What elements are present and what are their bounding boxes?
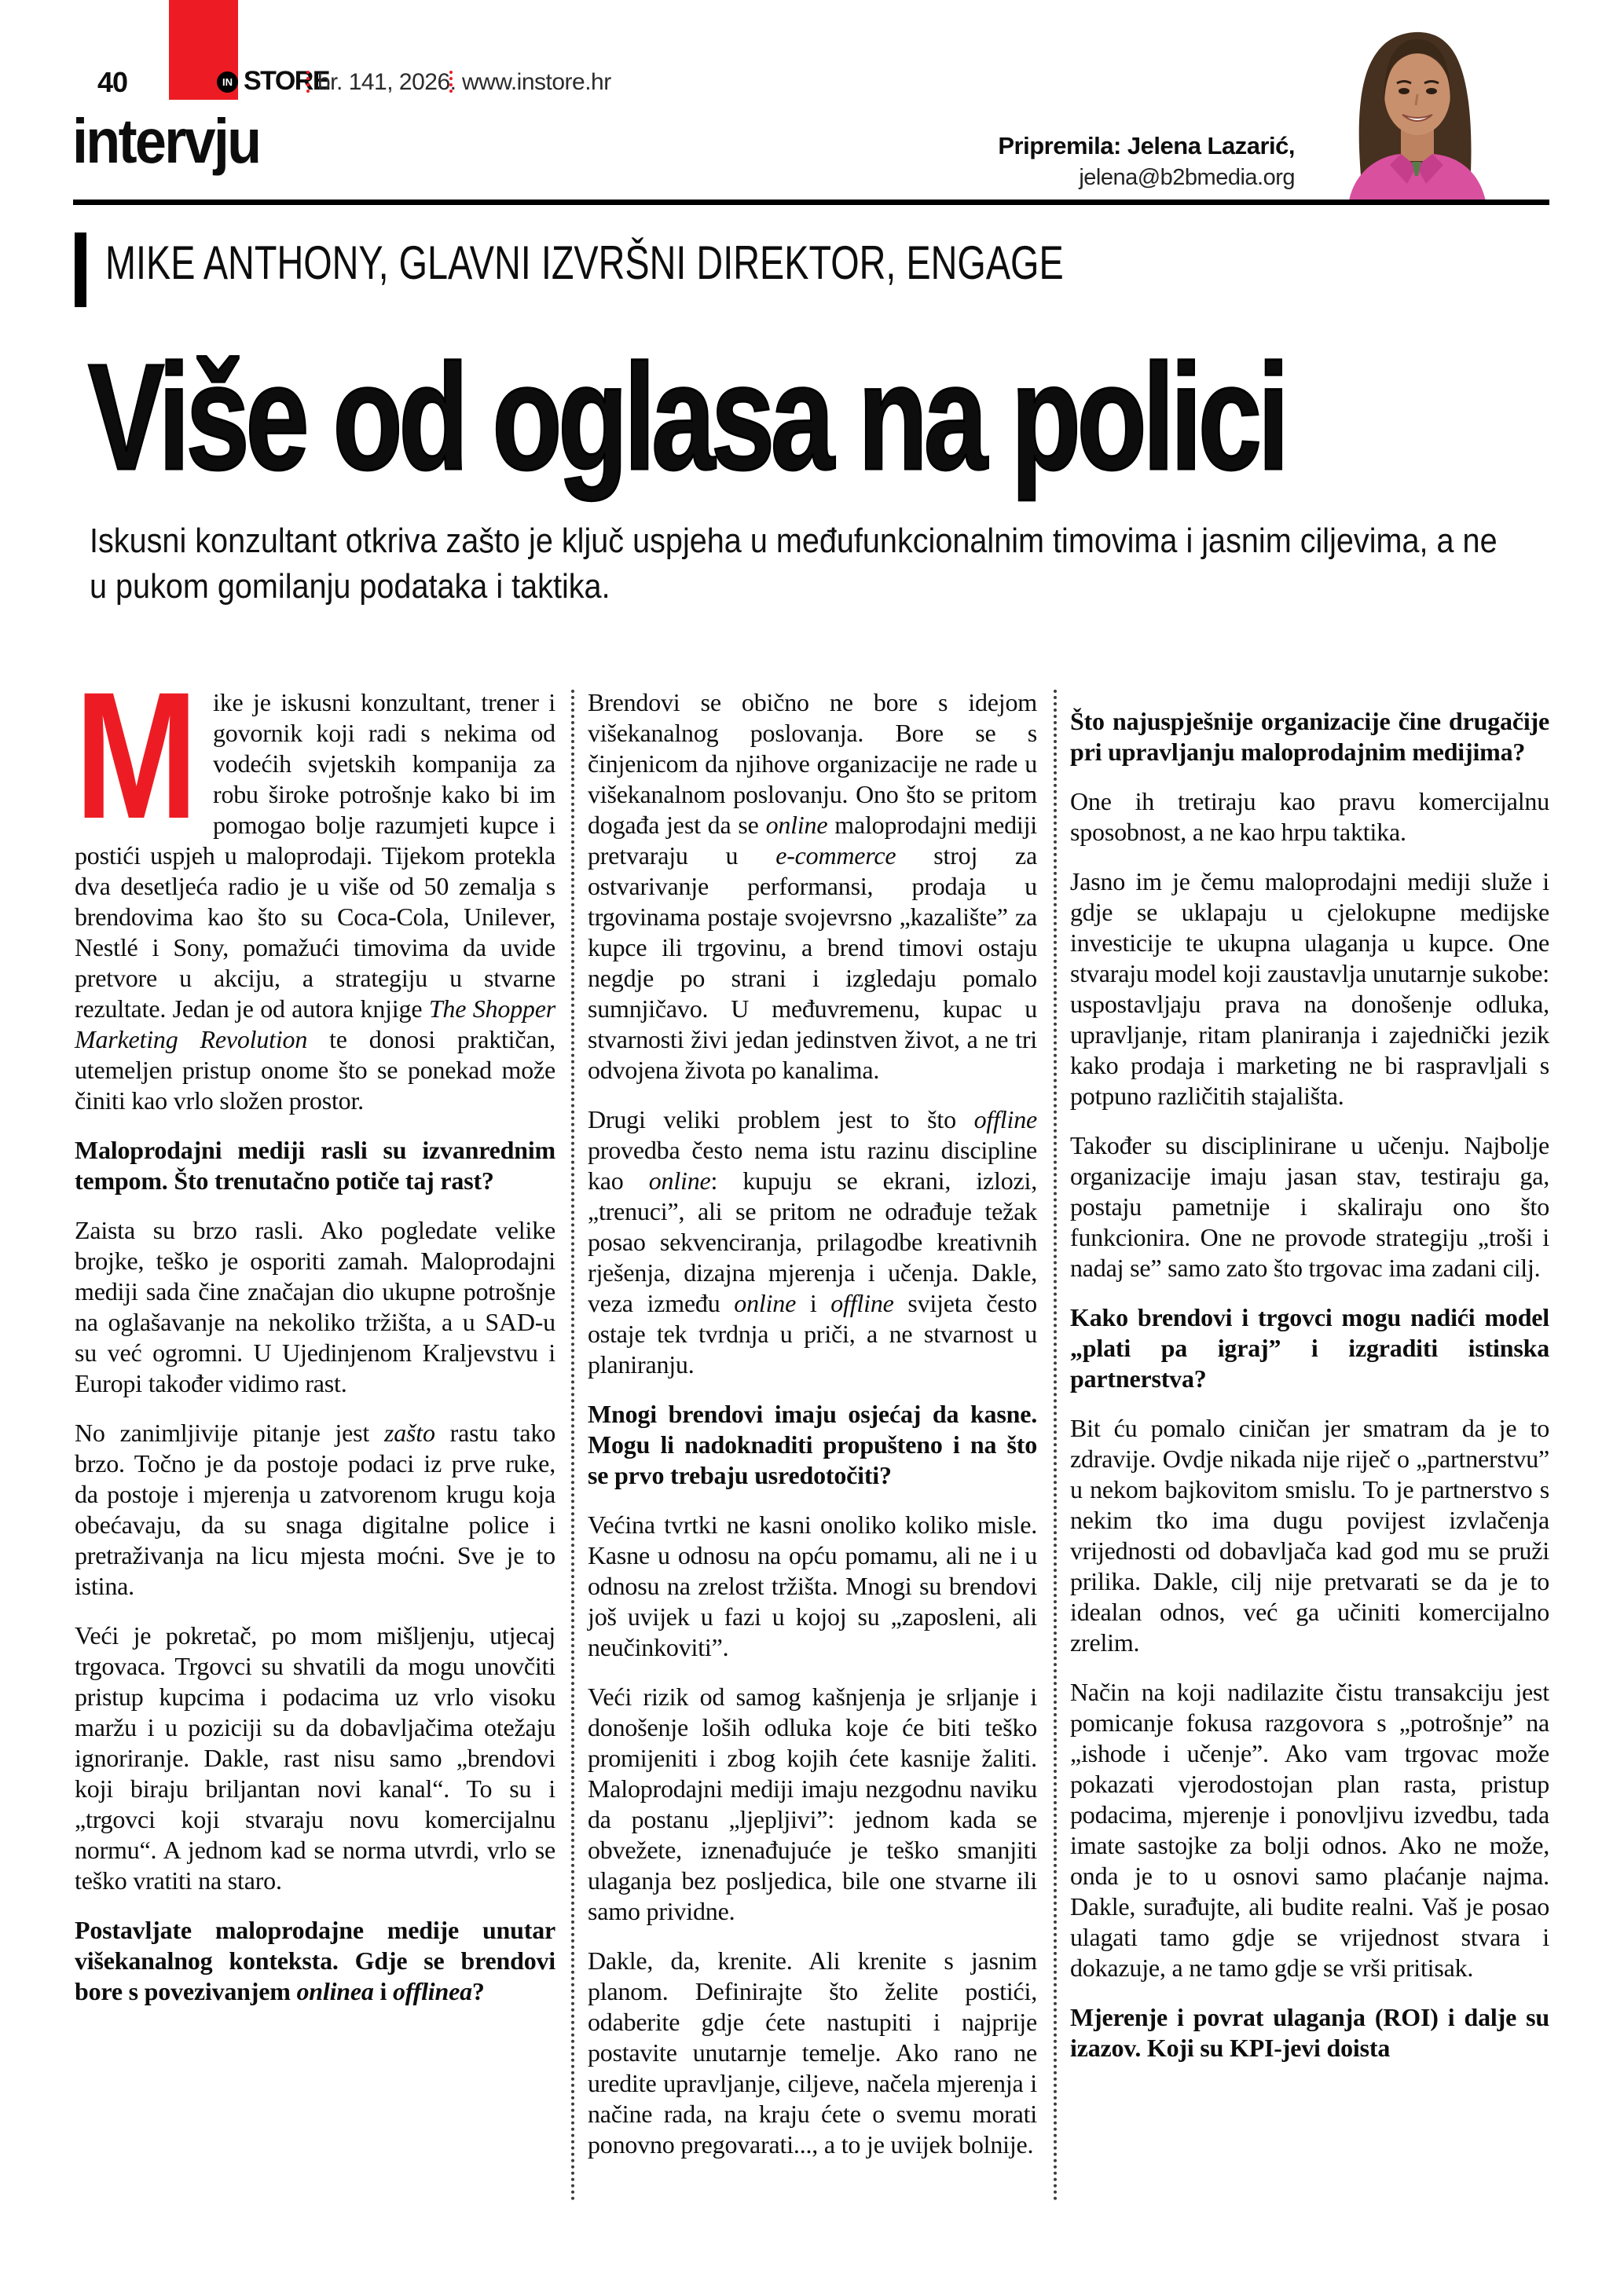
author-photo [1308, 16, 1522, 201]
byline-author: Pripremila: Jelena Lazarić, [998, 132, 1295, 159]
body-paragraph: Mike je iskusni konzultant, trener i govornik koji radi s nekima od vodećih svjetskih kompanija za robu široke potrošnje kako bi im pomogao bolje razumjeti kupce i postići uspjeh u maloprodaji. Tijekom protekla dva desetljeća radio je u više od 50 zemalja s brendovima kao što su Coca-Cola, Unilever, Nestlé i Sony, pomažući timovima da uvide pretvore u akciju, a strategiju u stvarne rezultate. Jedan je od autora knjige The Shopper Marketing Revolution te donosi praktičan, utemeljen pristup onome što se ponekad može činiti kao vrlo složen prostor. [75, 654, 555, 1115]
instore-logo-text: STORE [244, 66, 330, 96]
body-paragraph: Također su disciplinirane u učenju. Najbolje organizacije imaju jasan stav, testiraju ga, postaju pametnije i skaliraju ono što funkcionira. One ne provode strategiju „troši i nadaj se” samo zato što trgovac ima zadani cilj. [1070, 1131, 1549, 1282]
header-rule [73, 200, 1549, 205]
article-column-2 [588, 687, 1037, 2179]
issue-number: br. 141, 2026. [317, 69, 456, 95]
article-column-1 [75, 654, 555, 2026]
byline-email: jelena@b2bmedia.org [1079, 165, 1295, 190]
byline [707, 132, 1295, 191]
website-url: www.instore.hr [462, 69, 611, 95]
body-paragraph: Bit ću pomalo ciničan jer smatram da je to zdravije. Ovdje nikada nije riječ o „partnerstvu” u nekom bajkovitom smislu. To je partnerstvo s nekim tko ima dugu povijest izvlačenja vrijednosti od dobavljača kad god mu se pruži prilika. Dakle, cilj nije pretvarati se da je to idealan odnos, već ga učiniti komercijalno zrelim. [1070, 1414, 1549, 1657]
body-paragraph: Zaista su brzo rasli. Ako pogledate velike brojke, teško je osporiti zamah. Maloprodajni mediji sada čine značajan dio ukupne potrošnje na oglašavanje na nekoliko tržišta, a u SAD-u su već ogromni. U Ujedinjenom Kraljevstvu i Europi također vidimo rast. [75, 1216, 555, 1397]
body-paragraph: Većina tvrtki ne kasni onoliko koliko misle. Kasne u odnosu na opću pomamu, ali ne i u odnosu na zrelost tržišta. Mnogi su brendovi još uvijek u fazi u kojoj su „zaposleni, ali neučinkoviti”. [588, 1511, 1037, 1661]
body-paragraph: Drugi veliki problem jest to što offline provedba često nema istu razinu discipline kao online: kupuju se ekrani, izlozi, „trenuci”, ali se pritom ne odrađuje težak posao sekvenciranja, prilagodbe kreativnih rješenja, dizajna mjerenja i učenja. Dakle, veza između online i offline svijeta često ostaje tek tvrdnja u priči, a ne stvarnost u planiranju. [588, 1105, 1037, 1379]
kicker-bar [75, 233, 86, 307]
instore-logo-icon: IN [217, 71, 238, 93]
header-dotted-separator [306, 71, 310, 93]
article-lead: Iskusni konzultant otkriva zašto je ključ uspjeha u međufunkcionalnim timovima i jasnim ciljevima, a ne u pukom gomilanju podataka i taktika. [90, 522, 1498, 606]
drop-cap: M [75, 654, 198, 856]
body-paragraph: Veći je pokretač, po mom mišljenju, utjecaj trgovaca. Trgovci su shvatili da mogu unovčiti pristup kupcima i podacima uz vrlo visoku maržu i u poziciji su da dobavljačima otežaju ignoriranje. Dakle, rast nisu samo „brendovi koji biraju briljantan novi kanal“. To su i „trgovci koji stvaraju novu komercijalnu normu“. A jednom kad se norma utvrdi, vrlo se teško vratiti na staro. [75, 1621, 555, 1895]
body-paragraph: No zanimljivije pitanje jest zašto rastu tako brzo. Točno je da postoje podaci iz prve ruke, da postoje i mjerenja u zatvorenom krugu koja obećavaju, da su snaga digitalne police i pretraživanja na licu mjesta moćni. Sve je to istina. [75, 1419, 555, 1600]
body-paragraph: Veći rizik od samog kašnjenja je srljanje i donošenje loših odluka koje će biti teško promijeniti i zbog kojih ćete kasnije žaliti. Maloprodajni mediji imaju nezgodnu naviku da postanu „ljepljivi”: jednom kada se obvežete, iznenađujuće je teško smanjiti ulaganja bez posljedica, bile one stvarne ili samo prividne. [588, 1683, 1037, 1925]
interview-question: Mnogi brendovi imaju osjećaj da kasne. Mogu li nadoknaditi propušteno i na što se prvo trebaju usredotočiti? [588, 1400, 1037, 1489]
page-number: 40 [97, 66, 128, 98]
interview-question: Postavljate maloprodajne medije unutar višekanalnog konteksta. Gdje se brendovi bore s povezivanjem onlinea i offlinea? [75, 1916, 555, 2005]
body-paragraph: Brendovi se obično ne bore s idejom višekanalnog poslovanja. Bore se s činjenicom da njihove organizacije ne rade u višekanalnom poslovanju. Ono što se pritom događa jest da se online maloprodajni mediji pretvaraju u e-commerce stroj za ostvarivanje performansi, prodaja u trgovinama postaje svojevrsno „kazalište” za kupce ili trgovinu, a brend timovi ostaju negdje po strani i izgledaju pomalo sumnjičavo. U međuvremenu, kupac u stvarnosti živi jedan jedinstven život, a ne tri odvojena života po kanalima. [588, 688, 1037, 1084]
article-title: Više od oglasa na polici [88, 332, 1285, 501]
column-divider [571, 690, 574, 2202]
body-paragraph: One ih tretiraju kao pravu komercijalnu sposobnost, a ne kao hrpu taktika. [1070, 787, 1549, 846]
body-paragraph: Jasno im je čemu maloprodajni mediji služe i gdje se uklapaju u cjelokupne medijske investicije te ukupna ulaganja u kupce. One stvaraju model koji zaustavlja unutarnje sukobe: uspostavljaju prava na donošenje odluka, upravljanje, ritam planiranja i zajednički jezik kako prodaja i marketing ne bi raspravljali s potpuno različitih stajališta. [1070, 867, 1549, 1110]
body-paragraph: Dakle, da, krenite. Ali krenite s jasnim planom. Definirajte što želite postići, odaberite gdje ćete nastupiti i najprije postavite unutarnje temelje. Ako rano ne uredite upravljanje, ciljeve, načela mjerenja i načine rada, na kraju ćete o svemu morati ponovno pregovarati..., a to je uvijek bolnije. [588, 1946, 1037, 2159]
interview-question: Mjerenje i povrat ulaganja (ROI) i dalje su izazov. Koji su KPI-jevi doista [1070, 2003, 1549, 2062]
body-paragraph: Način na koji nadilazite čistu transakciju jest pomicanje fokusa razgovora s „potrošnje” na „ishode i učenje”. Ako vam trgovac može pokazati vjerodostojan plan rasta, pristup podacima, mjerenje i ponovljivu izvedbu, tada imate sastojke za bolji odnos. Ako ne može, onda je to u osnovi samo plaćanje najma. Dakle, surađujte, ali budite realni. Vaš je posao ulagati tamo gdje se vrijednost stvara i dokazuje, a ne tamo gdje se vrši pritisak. [1070, 1678, 1549, 1982]
interview-question: Maloprodajni mediji rasli su izvanrednim tempom. Što trenutačno potiče taj rast? [75, 1136, 555, 1195]
article-column-3 [1070, 687, 1549, 2082]
interview-question: Kako brendovi i trgovci mogu nadići model „plati pa igraj” i izgraditi istinska partnerstva? [1070, 1303, 1549, 1393]
column-divider [1054, 690, 1057, 2202]
interview-question: Što najuspješnije organizacije čine drugačije pri upravljanju maloprodajnim medijima? [1070, 707, 1549, 766]
article-kicker: MIKE ANTHONY, GLAVNI IZVRŠNI DIREKTOR, ENGAGE [105, 236, 1064, 289]
section-title: intervju [72, 106, 260, 176]
header-dotted-separator [449, 71, 453, 93]
